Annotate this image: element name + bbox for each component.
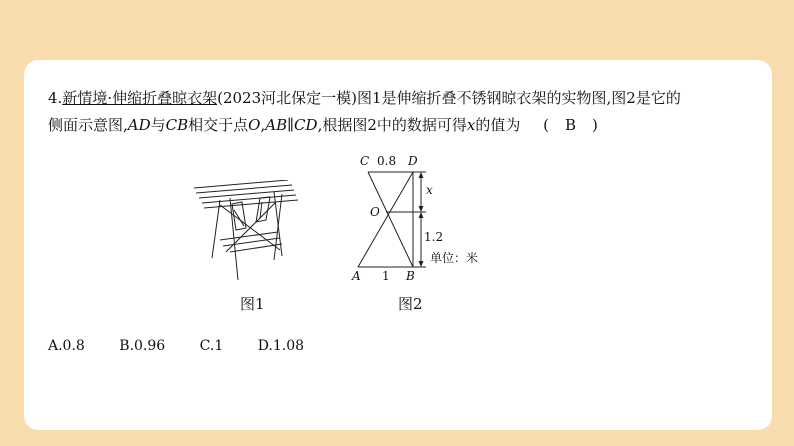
question-line-1	[48, 88, 681, 108]
label-o: O	[370, 205, 380, 219]
question-text-1: 图1是伸缩折叠不锈钢晾衣架的实物图,图2是它的	[356, 89, 681, 107]
question-text-and: 与	[150, 116, 166, 134]
question-text-intersect: 相交于点	[188, 116, 249, 134]
label-cd-length: 0.8	[377, 154, 397, 168]
caption-figure-2: 图2	[398, 295, 423, 313]
segment-ad: AD	[127, 116, 151, 134]
segment-cb-line	[368, 172, 413, 267]
question-tag: 新情境·伸缩折叠晾衣架	[62, 89, 218, 107]
label-b: B	[406, 269, 415, 283]
question-comma: ,	[260, 116, 266, 134]
answer-paren-close: )	[592, 116, 598, 134]
question-line-2	[48, 115, 598, 135]
option-d: D.1.08	[257, 338, 305, 354]
question-text-2a: 侧面示意图,	[48, 116, 128, 134]
segment-ad-line	[358, 172, 413, 267]
label-c: C	[360, 154, 370, 168]
label-x: x	[426, 183, 433, 197]
question-text-value: 的值为	[475, 116, 521, 134]
option-a: A.0.8	[48, 338, 85, 354]
label-ob-height: 1.2	[424, 230, 444, 244]
option-b: B.0.96	[119, 338, 166, 354]
answer-options	[48, 338, 334, 354]
question-source: (2023河北保定一模)	[217, 89, 357, 107]
label-a: A	[352, 269, 361, 283]
label-d: D	[408, 154, 418, 168]
figure-1-drying-rack	[190, 180, 300, 280]
label-ab-length: 1	[382, 269, 390, 283]
label-unit: 单位：米	[430, 251, 479, 265]
figure-2-side-diagram	[340, 152, 520, 287]
answer-letter: B	[565, 116, 577, 134]
answer-paren-open: (	[543, 116, 549, 134]
variable-x: x	[466, 116, 476, 134]
caption-figure-1: 图1	[240, 295, 265, 313]
question-number: 4.	[48, 89, 63, 107]
question-text-2b: ,根据图2中的数据可得	[317, 116, 467, 134]
segment-cb: CB	[165, 116, 189, 134]
point-o: O	[248, 116, 261, 134]
ab-parallel-cd: AB∥CD	[265, 116, 318, 134]
option-c: C.1	[199, 338, 224, 354]
